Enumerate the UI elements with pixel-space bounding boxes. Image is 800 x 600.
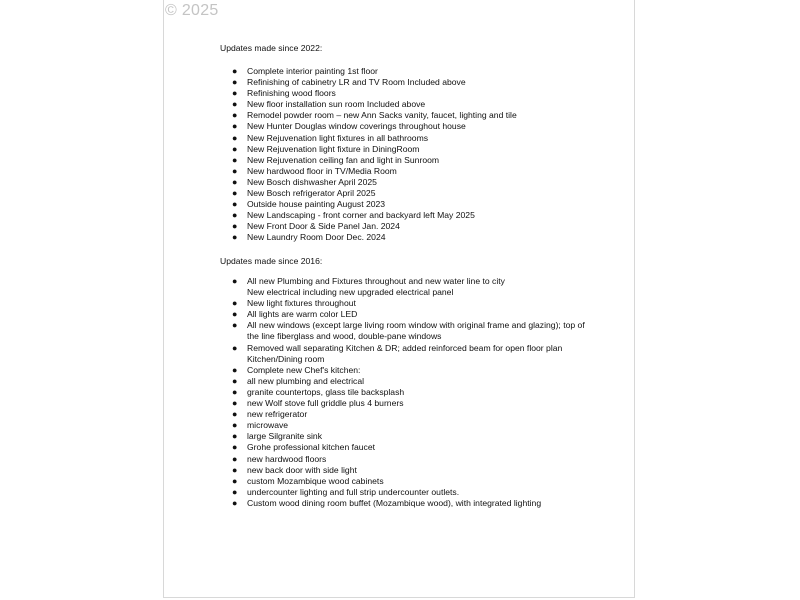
list-item-text: New Landscaping - front corner and backyard left May 2025 — [247, 210, 475, 221]
list-item — [220, 99, 590, 110]
list-item — [220, 232, 590, 243]
bullet-icon: ● — [232, 342, 238, 353]
list-item-text: new hardwood floors — [247, 453, 327, 464]
list-item-text: Complete new Chef's kitchen: — [247, 364, 361, 375]
bullet-icon: ● — [232, 176, 238, 187]
bullet-icon: ● — [232, 199, 238, 210]
list-item-text: Outside house painting August 2023 — [247, 199, 386, 210]
bullet-icon: ● — [232, 276, 238, 286]
bullet-icon: ● — [232, 110, 238, 121]
list-item — [220, 476, 590, 487]
list-item-text: New Front Door & Side Panel Jan. 2024 — [247, 221, 400, 232]
section-heading-2016: Updates made since 2016: — [220, 256, 323, 266]
list-item — [220, 487, 590, 498]
bullet-icon: ● — [232, 431, 238, 442]
list-item-text: Refinishing of cabinetry LR and TV Room Included above — [247, 77, 466, 88]
list-item-text: All new windows (except large living room window with original frame and glazing); top of — [247, 320, 585, 331]
list-item-text: New Rejuvenation ceiling fan and light in Sunroom — [247, 154, 440, 165]
list-item-text: microwave — [247, 420, 289, 431]
list-item-text: New Laundry Room Door Dec. 2024 — [247, 232, 386, 243]
list-item — [220, 166, 590, 177]
list-item — [220, 387, 590, 398]
list-item-text: Complete interior painting 1st floor — [247, 66, 378, 76]
list-item-text: New hardwood floor in TV/Media Room — [247, 165, 397, 176]
bullet-icon: ● — [232, 132, 238, 143]
list-item-text: Remodel powder room – new Ann Sacks vanity, faucet, lighting and tile — [247, 110, 517, 121]
bullet-icon: ● — [232, 386, 238, 397]
bullet-icon: ● — [232, 165, 238, 176]
list-item — [220, 420, 590, 431]
updates-list-2022 — [220, 66, 590, 244]
list-item-text: new back door with side light — [247, 464, 357, 475]
bullet-icon: ● — [232, 121, 238, 132]
bullet-icon: ● — [232, 143, 238, 154]
list-item-text: Refinishing wood floors — [247, 88, 336, 99]
list-item — [220, 66, 590, 77]
list-item-text: Removed wall separating Kitchen & DR; added reinforced beam for open floor plan — [247, 342, 563, 353]
list-item — [220, 398, 590, 409]
list-item — [220, 498, 590, 509]
bullet-icon: ● — [232, 497, 238, 508]
list-item — [220, 298, 590, 309]
list-item — [220, 442, 590, 453]
list-item — [220, 431, 590, 442]
list-item-text: All new Plumbing and Fixtures throughout and new water line to city — [247, 276, 505, 286]
list-item-text: New electrical including new upgraded electrical panel — [247, 287, 454, 298]
list-item — [220, 188, 590, 199]
list-item-text: Kitchen/Dining room — [247, 353, 325, 364]
bullet-icon: ● — [232, 409, 238, 420]
list-item — [220, 376, 590, 387]
list-item — [220, 177, 590, 188]
list-item — [220, 465, 590, 476]
bullet-icon: ● — [232, 375, 238, 386]
list-item-text: Grohe professional kitchen faucet — [247, 442, 376, 453]
list-item-text: undercounter lighting and full strip undercounter outlets. — [247, 486, 460, 497]
list-item-text: all new plumbing and electrical — [247, 375, 365, 386]
list-item-text: New floor installation sun room Included above — [247, 99, 426, 110]
bullet-icon: ● — [232, 486, 238, 497]
bullet-icon: ● — [232, 88, 238, 99]
list-item — [220, 320, 590, 342]
list-item-text: New Hunter Douglas window coverings throughout house — [247, 121, 466, 132]
list-item-text: new refrigerator — [247, 409, 308, 420]
list-item — [220, 199, 590, 210]
list-item — [220, 77, 590, 88]
bullet-icon: ● — [232, 232, 238, 243]
bullet-icon: ● — [232, 298, 238, 309]
list-item-text: granite countertops, glass tile backsplash — [247, 386, 405, 397]
bullet-icon: ● — [232, 66, 238, 76]
list-item — [220, 309, 590, 320]
updates-list-2016 — [220, 276, 590, 509]
bullet-icon: ● — [232, 442, 238, 453]
list-item — [220, 409, 590, 420]
list-item-text: New Rejuvenation light fixtures in all bathrooms — [247, 132, 429, 143]
bullet-icon: ● — [232, 453, 238, 464]
list-item — [220, 454, 590, 465]
list-item-text: large Silgranite sink — [247, 431, 322, 442]
list-item-text: custom Mozambique wood cabinets — [247, 475, 384, 486]
list-item-text: All lights are warm color LED — [247, 309, 358, 320]
bullet-icon: ● — [232, 464, 238, 475]
bullet-icon: ● — [232, 309, 238, 320]
bullet-icon: ● — [232, 320, 238, 331]
list-item-text: New light fixtures throughout — [247, 298, 356, 309]
bullet-icon: ● — [232, 188, 238, 199]
copyright-watermark: © 2025 — [165, 2, 219, 19]
list-item-text: the line fiberglass and wood, double-pane windows — [247, 331, 442, 342]
list-item — [220, 121, 590, 132]
list-item — [220, 276, 590, 298]
list-item — [220, 365, 590, 376]
list-item-text: New Bosch refrigerator April 2025 — [247, 188, 376, 199]
list-item — [220, 210, 590, 221]
bullet-icon: ● — [232, 475, 238, 486]
list-item — [220, 110, 590, 121]
list-item — [220, 144, 590, 155]
bullet-icon: ● — [232, 420, 238, 431]
list-item — [220, 133, 590, 144]
list-item-text: New Bosch dishwasher April 2025 — [247, 176, 377, 187]
section-heading-2022: Updates made since 2022: — [220, 43, 323, 53]
bullet-icon: ● — [232, 398, 238, 409]
bullet-icon: ● — [232, 154, 238, 165]
bullet-icon: ● — [232, 221, 238, 232]
list-item-text: New Rejuvenation light fixture in DiningRoom — [247, 143, 420, 154]
bullet-icon: ● — [232, 210, 238, 221]
bullet-icon: ● — [232, 99, 238, 110]
bullet-icon: ● — [232, 77, 238, 88]
list-item-text: new Wolf stove full griddle plus 4 burners — [247, 398, 404, 409]
list-item — [220, 155, 590, 166]
list-item-text: Custom wood dining room buffet (Mozambique wood), with integrated lighting — [247, 497, 542, 508]
list-item — [220, 221, 590, 232]
bullet-icon: ● — [232, 364, 238, 375]
list-item — [220, 88, 590, 99]
list-item — [220, 343, 590, 365]
